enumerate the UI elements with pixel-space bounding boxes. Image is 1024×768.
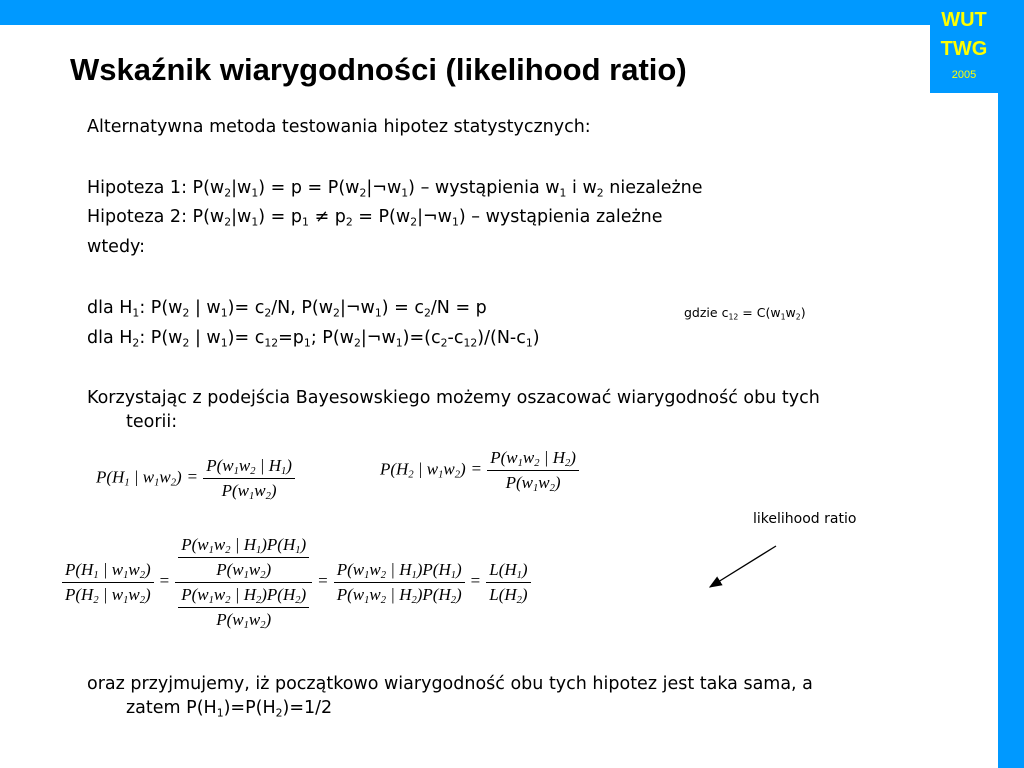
c12-note-prefix: gdzie c <box>684 305 729 320</box>
c12-note: gdzie $c_{12} = C(w_1w_2)$ <box>684 305 806 322</box>
logo-year: 2005 <box>951 69 977 81</box>
logo-wut: WUT <box>941 9 987 31</box>
slide-title: Wskaźnik wiarygodności (likelihood ratio) <box>70 52 687 87</box>
oraz-line-2: zatem $P(H_1)=P(H_2)=1/2$ <box>126 698 333 720</box>
hyp2-tail: – wystąpienia zależne <box>471 207 663 227</box>
dla-h2-prefix: dla H <box>87 328 133 348</box>
hyp2-label: Hipoteza 2: <box>87 207 187 227</box>
oraz-line-2-prefix: zatem P(H <box>126 698 217 718</box>
hyp1-label: Hipoteza 1: <box>87 178 187 198</box>
hyp1-tail: – wystąpienia w <box>420 178 560 198</box>
intro-text: Alternatywna metoda testowania hipotez statystycznych: <box>87 117 591 137</box>
hyp1-tail2: i w <box>566 178 597 198</box>
hypothesis-1: Hipoteza 1: $P(w_2|w_1) = p$ = $P(w_2|\neg w_1)$ – wystąpienia $w_1$ i $w_2$ niezależne <box>87 178 703 200</box>
dla-h1-prefix: dla H <box>87 298 133 318</box>
dla-h2: dla $H_2$: $P(w_2$ | $w_1)= c_{12}=p_1$; $P(w_2|\neg w_1)=(c_2-c_{12})/(N-c_1)$ <box>87 328 540 350</box>
dla-h1: dla $H_1$: $P(w_2$ | $w_1)= c_2/N$, $P(w_2|\neg w_1) = c_2/N = p$ <box>87 298 487 320</box>
bayes-line-2: teorii: <box>126 412 178 432</box>
likelihood-ratio-label: likelihood ratio <box>753 511 857 527</box>
hyp1-tail3: niezależne <box>603 178 703 198</box>
wtedy-text: wtedy: <box>87 237 146 257</box>
logo-twg: TWG <box>940 38 988 60</box>
bayes-formula-h1: $P(H_1$ | $w_1w_2$) = $\frac{P(w_1w_2 | H_1)}{P(w_1w_2)}$ <box>96 456 295 501</box>
bayes-line-1: Korzystając z podejścia Bayesowskiego możemy oszacować wiarygodność obu tych <box>87 388 820 408</box>
likelihood-ratio-formula: $\frac{P(H_1 | w_1w_2)}{P(H_2 | w_1w_2)}$ = $\frac{\frac{P(w_1w_2 | H_1)P(H_1)}{P(w_1w_2)}}{\frac{P(w_1w_2 | H_2)P(H_2)}{P(w_1w_2)}}$ = $\frac{P(w_1w_2 | H_1)P(H_1)}{P(w_1w_2 | H_2)P(H_2)}$ = $\frac{L(H_1)}{L(H_2)}$ <box>62 535 531 630</box>
bayes-formula-h2: $P(H_2$ | $w_1w_2$) = $\frac{P(w_1w_2 | H_2)}{P(w_1w_2)}$ <box>380 448 579 493</box>
hypothesis-2: Hipoteza 2: $P(w_2|w_1) = p_1 \ne p_2$ = $P(w_2|\neg w_1)$ – wystąpienia zależne <box>87 207 663 229</box>
oraz-line-1: oraz przyjmujemy, iż początkowo wiarygodność obu tych hipotez jest taka sama, a <box>87 674 813 694</box>
